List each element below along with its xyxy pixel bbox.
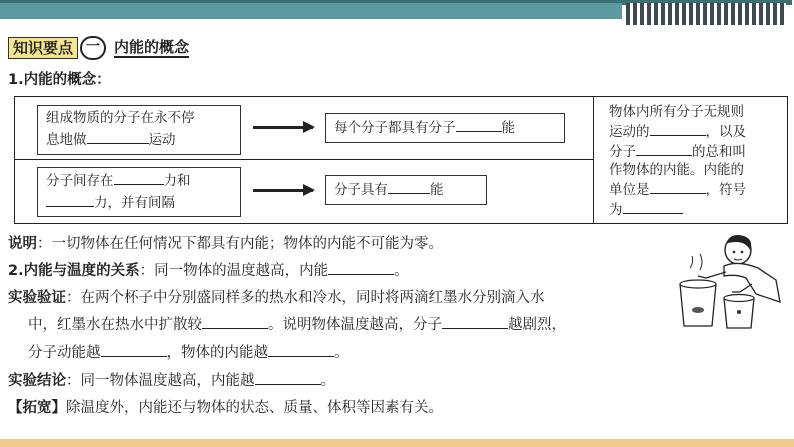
blank-input xyxy=(268,342,334,357)
experiment-line1: 实验验证：在两个杯子中分别盛同样多的热水和冷水，同时将两滴红墨水分别滴入水 xyxy=(8,290,545,306)
box3-line1: 分子间存在 力和 xyxy=(46,170,232,192)
blank-input xyxy=(650,121,706,136)
extension-line: 【拓宽】除温度外，内能还与物体的状态、质量、体积等因素有关。 xyxy=(8,400,443,416)
blank-input xyxy=(87,129,149,144)
diagram-divider-horizontal xyxy=(15,159,593,160)
diagram-box-molecular-motion xyxy=(37,105,241,155)
section-header xyxy=(8,37,189,59)
blank-input xyxy=(101,342,167,357)
blank-input xyxy=(46,192,94,207)
experiment-line3: 分子动能越 ，物体的内能越 。 xyxy=(28,342,349,363)
item2-line: 2.内能与温度的关系：同一物体的温度越高，内能 。 xyxy=(8,260,409,281)
diagram-box-molecular-force xyxy=(37,167,241,217)
experiment-illustration xyxy=(666,232,786,332)
blank-input xyxy=(388,179,430,194)
blank-input xyxy=(202,314,268,329)
blank-input xyxy=(328,260,394,275)
box3-line2: 力，并有间隔 xyxy=(46,192,232,214)
internal-energy-definition: 物体内所有分子无规则 运动的 ，以及 分子 的总和叫 作物体的内能。内能的 单位是 ，符号 为 xyxy=(609,104,746,218)
blank-input xyxy=(442,314,508,329)
diagram-box-potential-energy: 分子具有 能 xyxy=(325,175,487,205)
arrow-right-icon xyxy=(253,126,313,129)
box1-line2: 息地做 运动 xyxy=(46,129,232,151)
note-line: 说明：一切物体在任何情况下都具有内能；物体的内能不可能为零。 xyxy=(8,236,443,252)
item1-title: 1.内能的概念： xyxy=(8,72,111,88)
blank-input xyxy=(456,117,502,132)
diagram-box-kinetic-energy: 每个分子都具有分子 能 xyxy=(325,113,565,143)
diagram-divider-vertical xyxy=(593,97,594,223)
experiment-line2: 中，红墨水在热水中扩散较 。说明物体温度越高，分子 越剧烈， xyxy=(28,314,566,335)
concept-diagram xyxy=(14,96,788,224)
top-decoration-bar xyxy=(0,0,794,10)
blank-input xyxy=(255,370,321,385)
arrow-right-icon xyxy=(253,189,313,192)
section-title: 内能的概念 xyxy=(114,38,190,56)
section-tag: 知识要点 xyxy=(8,37,78,59)
conclusion-line: 实验结论：同一物体温度越高，内能越 。 xyxy=(8,370,335,391)
blank-input xyxy=(623,199,683,214)
section-number-badge: 一 xyxy=(80,36,106,60)
bottom-decoration-bar xyxy=(0,439,794,447)
blank-input xyxy=(650,179,706,194)
box1-line1: 组成物质的分子在永不停 xyxy=(46,110,195,126)
blank-input xyxy=(636,141,692,156)
blank-input xyxy=(114,170,164,185)
